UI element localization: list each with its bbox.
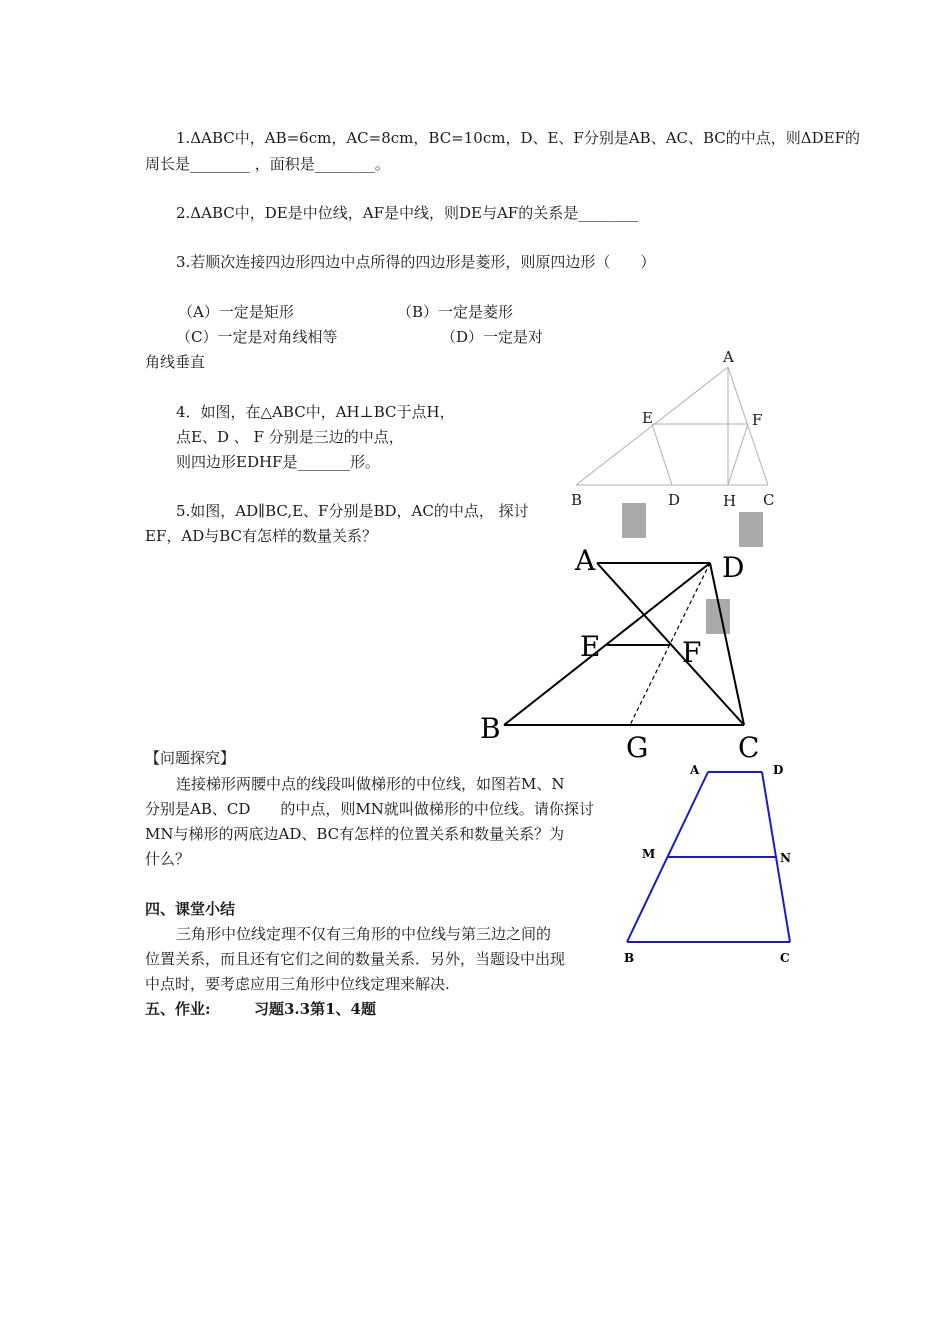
label-e: E xyxy=(580,630,601,663)
label-a: A xyxy=(690,763,700,777)
label-h: H xyxy=(723,492,737,510)
q3-option-b: （B）一定是菱形 xyxy=(397,303,514,321)
label-b: B xyxy=(624,951,635,965)
homework-content: 习题3.3第1、4题 xyxy=(254,1000,376,1018)
label-a: A xyxy=(575,544,596,577)
summary-heading: 四、课堂小结 xyxy=(145,900,236,918)
summary-line3: 中点时，要考虑应用三角形中位线定理来解决. xyxy=(145,975,450,993)
label-f: F xyxy=(682,636,702,669)
label-e: E xyxy=(642,409,653,427)
explore-heading: 【问题探究】 xyxy=(145,749,236,767)
figure-trapezoid-median xyxy=(615,755,800,970)
label-d: D xyxy=(722,551,745,584)
q5-line2: EF，AD与BC有怎样的数量关系？ xyxy=(145,527,377,545)
label-g: G xyxy=(626,731,649,764)
segment-ed xyxy=(652,424,672,485)
summary-line2: 位置关系，而且还有它们之间的数量关系．另外，当题设中出现 xyxy=(145,950,566,968)
q2-text: 2.ΔABC中，DE是中位线，AF是中线，则DE与AF的关系是________ xyxy=(176,204,639,222)
q3-text: 3.若顺次连接四边形四边中点所得的四边形是菱形，则原四边形（ ） xyxy=(176,253,656,271)
label-d: D xyxy=(773,763,784,777)
q4-line1: 4．如图，在△ABC中，AH⊥BC于点H， xyxy=(176,403,455,421)
figure-trapezoid-diagonals xyxy=(475,540,775,770)
label-d: D xyxy=(668,491,681,509)
edge-dc xyxy=(710,563,744,725)
q1-line2: 周长是________ ，面积是________。 xyxy=(145,155,390,173)
label-b: B xyxy=(480,712,501,745)
label-n: N xyxy=(780,851,791,865)
label-a: A xyxy=(723,348,734,366)
q3-option-d-cont: 角线垂直 xyxy=(145,353,206,371)
q3-option-c: （C）一定是对角线相等 xyxy=(176,328,338,346)
label-c: C xyxy=(738,731,760,764)
label-c: C xyxy=(763,491,775,509)
q4-line3: 则四边形EDHF是_______形。 xyxy=(176,453,380,471)
explore-line1: 连接梯形两腰中点的线段叫做梯形的中位线，如图若M、N xyxy=(176,775,565,793)
q1-line1: 1.ΔABC中，AB=6cm，AC=8cm，BC=10cm，D、E、F分别是AB、AC、BC的中点，则ΔDEF的 xyxy=(176,129,860,147)
placeholder-block xyxy=(622,503,646,538)
q3-option-d: （D）一定是对 xyxy=(441,328,544,346)
segment-fh xyxy=(728,424,748,485)
label-c: C xyxy=(780,951,790,965)
explore-line4: 什么？ xyxy=(145,850,191,868)
label-f: F xyxy=(752,411,763,429)
q3-option-a: （A）一定是矩形 xyxy=(178,303,294,321)
explore-line2: 分别是AB、CD 的中点，则MN就叫做梯形的中位线。请你探讨 xyxy=(145,800,594,818)
q5-line1: 5.如图，AD∥BC,E、F分别是BD，AC的中点， 探讨 xyxy=(176,502,529,520)
label-b: B xyxy=(571,491,583,509)
figure-triangle-altitude xyxy=(560,340,800,520)
q4-line2: 点E、D 、 F 分别是三边的中点， xyxy=(176,428,404,446)
homework-label: 五、作业: xyxy=(145,1000,211,1018)
label-m: M xyxy=(642,847,656,861)
explore-line3: MN与梯形的两底边AD、BC有怎样的位置关系和数量关系？为 xyxy=(145,825,565,843)
summary-line1: 三角形中位线定理不仅有三角形的中位线与第三边之间的 xyxy=(176,925,552,943)
